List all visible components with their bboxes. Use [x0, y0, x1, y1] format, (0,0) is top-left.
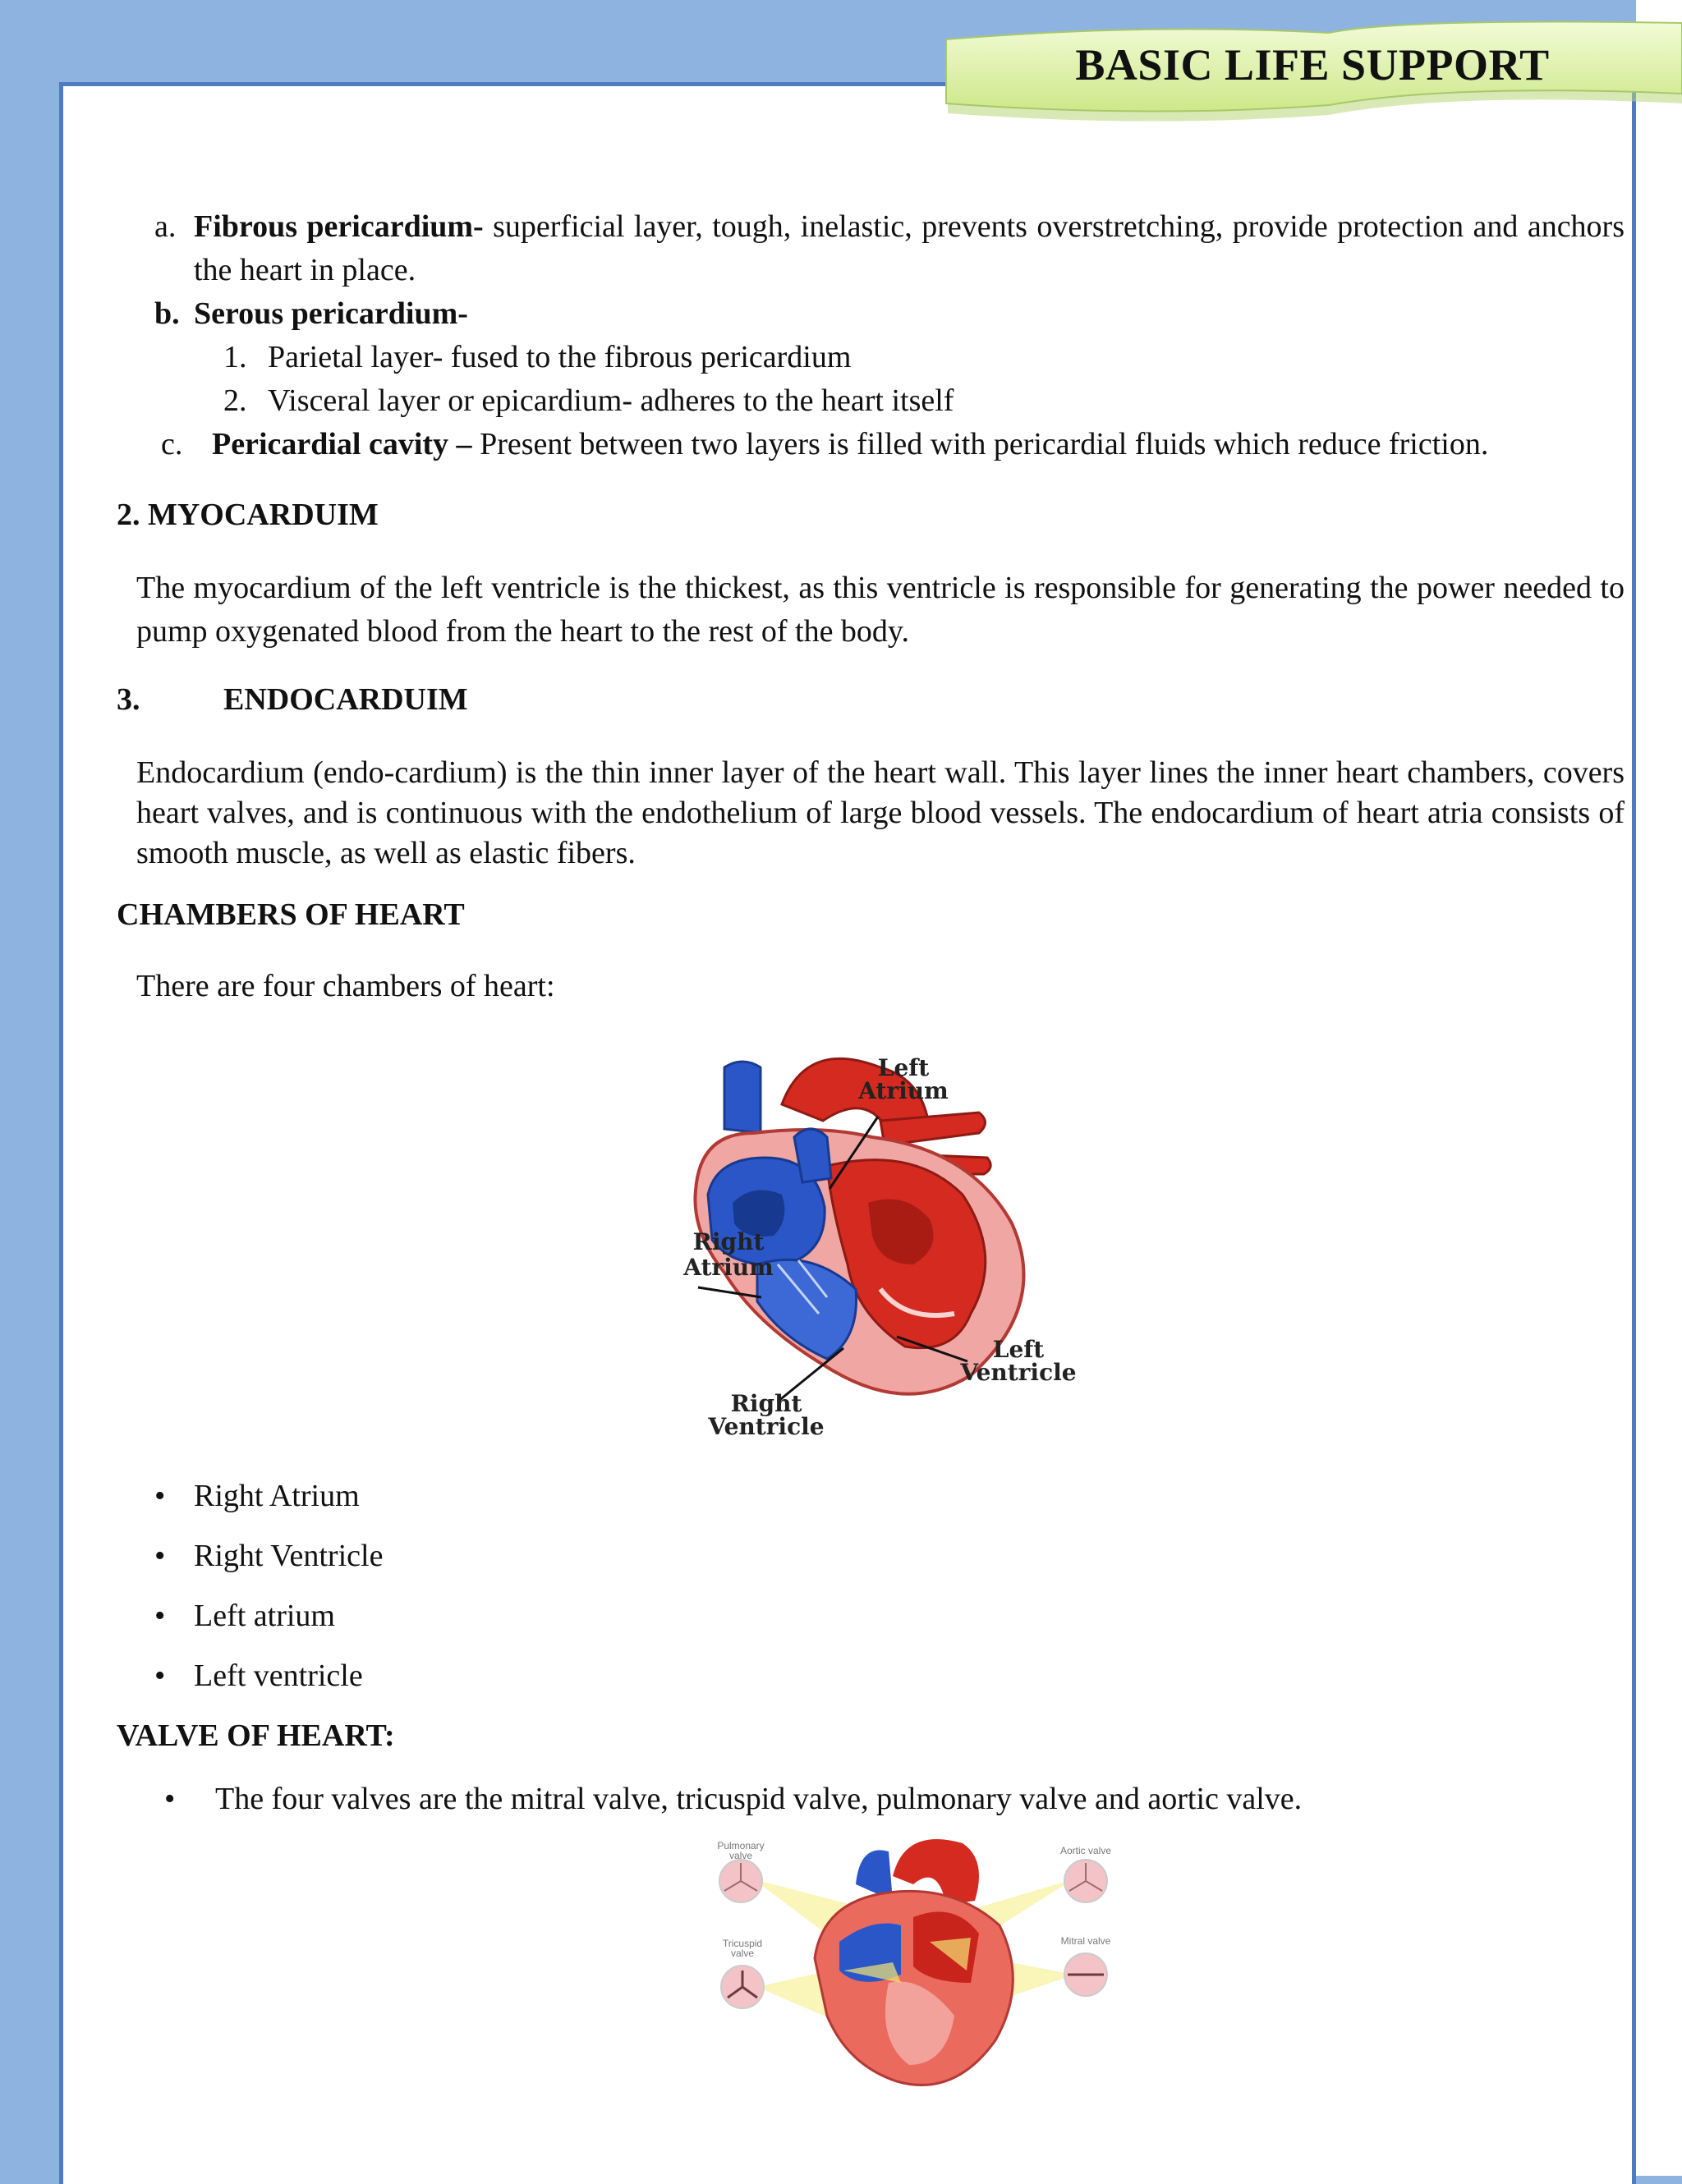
- endocardium-heading-number: 3.: [117, 682, 140, 717]
- list-marker: c.: [161, 427, 183, 461]
- header-title: BASIC LIFE SUPPORT: [1075, 40, 1550, 89]
- tricuspid-valve-icon: [721, 1966, 764, 2008]
- chamber-list-item: Right Ventricle: [194, 1539, 384, 1573]
- valves-heading: VALVE OF HEART:: [117, 1718, 395, 1753]
- page-right-strip: [1636, 0, 1682, 2176]
- header-banner: [943, 18, 1682, 123]
- heart-chambers-figure: [609, 1043, 1151, 1453]
- label-right-atrium-line1: Right: [692, 1228, 765, 1255]
- list-marker: a.: [154, 209, 177, 244]
- heart-chambers-illustration: [692, 1058, 1023, 1393]
- serous-pericardium-item: [194, 292, 468, 336]
- chambers-intro: There are four chambers of heart:: [136, 969, 555, 1003]
- heart-valves-figure: [683, 1827, 1143, 2098]
- chamber-list-item: Left atrium: [194, 1599, 335, 1633]
- label-tricuspid-valve-line2: valve: [730, 1948, 755, 1959]
- list-marker: b.: [154, 296, 180, 331]
- bullet-icon: •: [164, 1782, 176, 1816]
- label-pulmonary-valve-line2: valve: [728, 1850, 753, 1861]
- fibrous-pericardium-item: [194, 205, 1625, 292]
- myocardium-heading: 2. MYOCARDUIM: [117, 498, 379, 532]
- endocardium-heading: ENDOCARDUIM: [223, 682, 468, 717]
- label-right-ventricle-line2: Ventricle: [708, 1413, 825, 1440]
- pericardial-cavity-item: [212, 423, 1488, 466]
- label-right-ventricle-line1: Right: [730, 1390, 802, 1417]
- label-right-atrium-line2: Atrium: [683, 1254, 774, 1281]
- label-left-ventricle-line2: Ventricle: [960, 1359, 1077, 1386]
- chamber-list-item: Left ventricle: [194, 1659, 363, 1693]
- mitral-valve-icon: [1064, 1953, 1107, 1996]
- valves-bullet-text: The four valves are the mitral valve, tricuspid valve, pulmonary valve and aortic valve.: [215, 1782, 1303, 1816]
- visceral-layer-item: Visceral layer or epicardium- adheres to the heart itself: [268, 383, 954, 418]
- term: Pericardial cavity –: [212, 427, 472, 461]
- label-tricuspid-valve-line1: Tricuspid: [722, 1938, 763, 1949]
- pulmonary-valve-icon: [719, 1860, 762, 1902]
- bullet-icon: •: [154, 1539, 166, 1573]
- label-left-atrium-line2: Atrium: [858, 1077, 949, 1104]
- bullet-icon: •: [154, 1599, 166, 1633]
- parietal-layer-item: Parietal layer- fused to the fibrous pericardium: [268, 340, 852, 374]
- bullet-icon: •: [154, 1479, 166, 1513]
- endocardium-paragraph: Endocardium (endo-cardium) is the thin inner layer of the heart wall. This layer lines the inner heart chambers, covers heart valves, and is continuous with the endothelium of large blood vessels. The endocardium of heart atria consists of smooth muscle, as well as elastic fibers.: [136, 755, 1625, 870]
- term: Fibrous pericardium-: [194, 209, 484, 244]
- sublist-number: 1.: [223, 340, 247, 374]
- definition: Present between two layers is filled with pericardial fluids which reduce friction.: [471, 427, 1489, 461]
- chamber-list-item: Right Atrium: [194, 1479, 360, 1513]
- aortic-valve-icon: [1064, 1860, 1107, 1902]
- label-aortic-valve: Aortic valve: [1059, 1845, 1112, 1856]
- bullet-icon: •: [154, 1659, 166, 1693]
- label-left-ventricle-line1: Left: [992, 1336, 1045, 1363]
- term: Serous pericardium-: [194, 296, 468, 331]
- myocardium-paragraph: The myocardium of the left ventricle is the thickest, as this ventricle is responsible for generating the power needed to pump oxygenated blood from the heart to the rest of the body.: [136, 571, 1625, 649]
- definition: superficial layer, tough, inelastic, prevents overstretching, provide protection and anchors the heart in place.: [194, 209, 1625, 287]
- label-left-atrium-line1: Left: [877, 1054, 930, 1081]
- label-mitral-valve: Mitral valve: [1060, 1935, 1111, 1947]
- sublist-number: 2.: [223, 383, 247, 418]
- chambers-heading: CHAMBERS OF HEART: [117, 897, 465, 932]
- label-pulmonary-valve-line1: Pulmonary: [717, 1840, 765, 1851]
